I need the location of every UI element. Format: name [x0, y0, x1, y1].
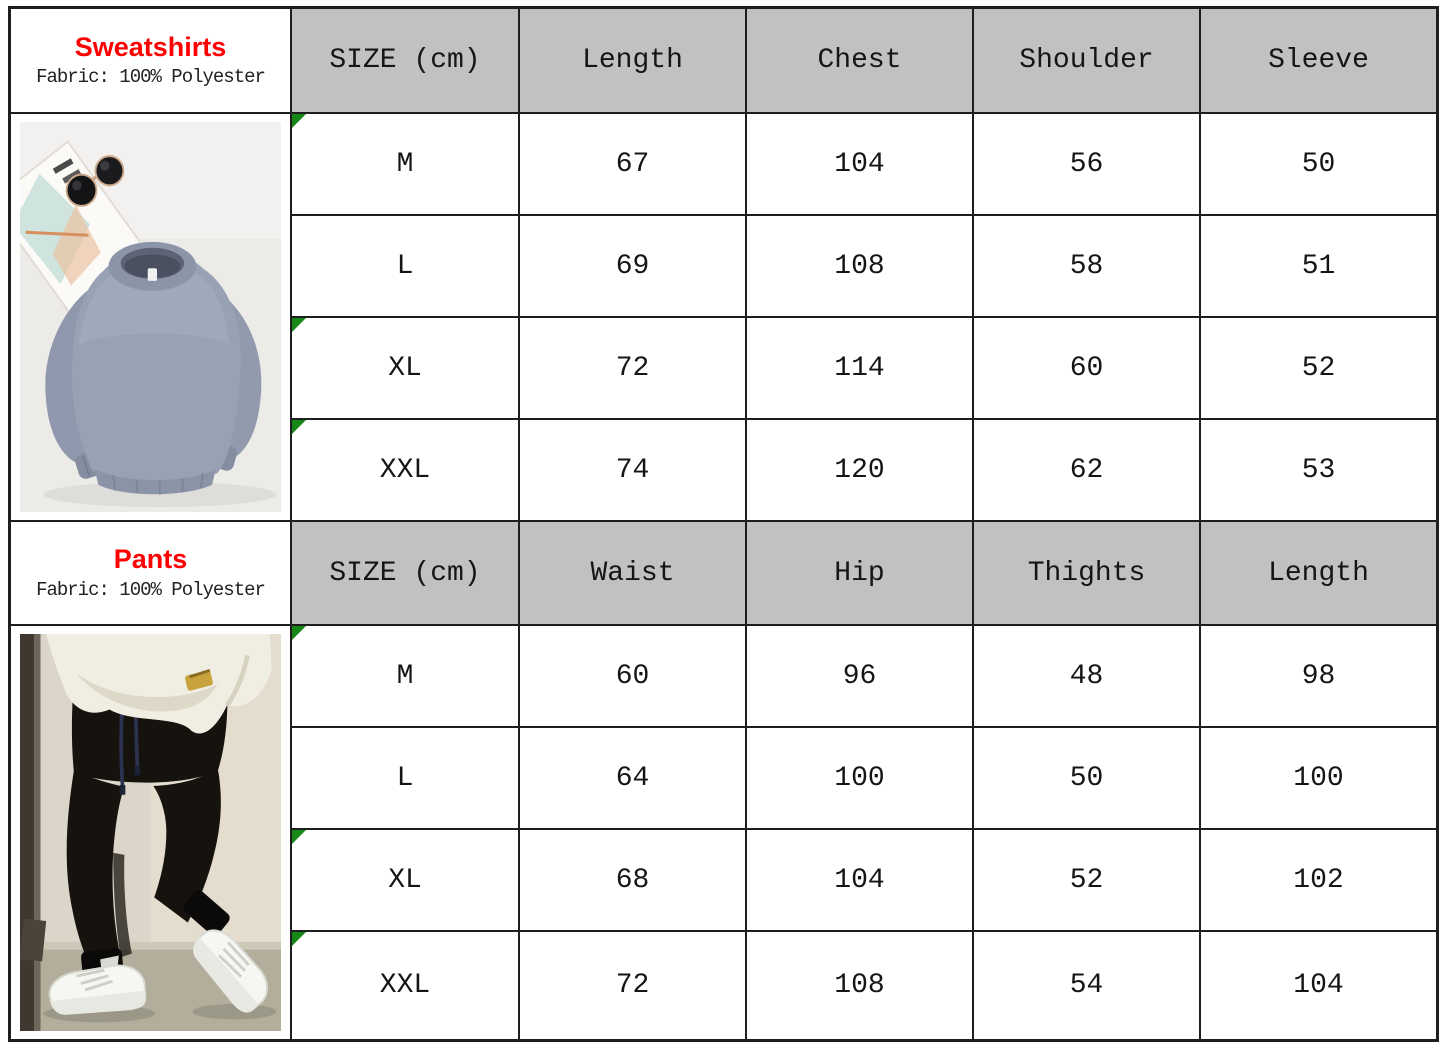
- size-cell: XL: [292, 318, 520, 420]
- header-cell-size: SIZE (cm): [292, 522, 520, 626]
- size-cell: L: [292, 216, 520, 318]
- header-cell-shoulder: Shoulder: [974, 9, 1201, 114]
- header-cell-waist: Waist: [520, 522, 747, 626]
- value-cell: 53: [1201, 420, 1436, 522]
- size-cell: M: [292, 626, 520, 728]
- value-cell: 68: [520, 830, 747, 932]
- sweatshirts-fabric-label: Fabric: 100% Polyester: [36, 66, 265, 89]
- value-cell: 54: [974, 932, 1201, 1039]
- size-cell: M: [292, 114, 520, 216]
- header-cell-chest: Chest: [747, 9, 974, 114]
- pants-photo-art: [20, 634, 281, 1031]
- sweatshirt-photo-art: [20, 122, 281, 512]
- value-cell: 60: [520, 626, 747, 728]
- header-cell-length: Length: [520, 9, 747, 114]
- value-cell: 64: [520, 728, 747, 830]
- value-cell: 72: [520, 318, 747, 420]
- value-cell: 96: [747, 626, 974, 728]
- header-cell-hip: Hip: [747, 522, 974, 626]
- sweatshirt-photo: [11, 114, 292, 522]
- size-cell: XXL: [292, 420, 520, 522]
- value-cell: 114: [747, 318, 974, 420]
- header-cell-size: SIZE (cm): [292, 9, 520, 114]
- pants-fabric-label: Fabric: 100% Polyester: [36, 578, 265, 601]
- value-cell: 50: [974, 728, 1201, 830]
- value-cell: 72: [520, 932, 747, 1039]
- pants-title: Pants: [113, 544, 188, 575]
- value-cell: 104: [747, 830, 974, 932]
- sweatshirts-title: Sweatshirts: [74, 31, 227, 62]
- value-cell: 62: [974, 420, 1201, 522]
- value-cell: 60: [974, 318, 1201, 420]
- size-cell: XL: [292, 830, 520, 932]
- value-cell: 104: [1201, 932, 1436, 1039]
- value-cell: 98: [1201, 626, 1436, 728]
- value-cell: 56: [974, 114, 1201, 216]
- value-cell: 48: [974, 626, 1201, 728]
- value-cell: 52: [1201, 318, 1436, 420]
- value-cell: 52: [974, 830, 1201, 932]
- sweatshirts-product-info: [11, 9, 292, 114]
- value-cell: 108: [747, 932, 974, 1039]
- value-cell: 108: [747, 216, 974, 318]
- value-cell: 50: [1201, 114, 1436, 216]
- value-cell: 51: [1201, 216, 1436, 318]
- size-cell: XXL: [292, 932, 520, 1039]
- door-frame: [20, 634, 34, 1031]
- header-cell-thights: Thights: [974, 522, 1201, 626]
- value-cell: 100: [747, 728, 974, 830]
- value-cell: 102: [1201, 830, 1436, 932]
- value-cell: 67: [520, 114, 747, 216]
- size-cell: L: [292, 728, 520, 830]
- pants-photo: [11, 626, 292, 1039]
- header-cell-sleeve: Sleeve: [1201, 9, 1436, 114]
- size-chart-table: [8, 6, 1439, 1042]
- collar-tag: [148, 268, 157, 281]
- value-cell: 74: [520, 420, 747, 522]
- value-cell: 120: [747, 420, 974, 522]
- value-cell: 104: [747, 114, 974, 216]
- value-cell: 69: [520, 216, 747, 318]
- header-cell-length: Length: [1201, 522, 1436, 626]
- value-cell: 100: [1201, 728, 1436, 830]
- pants-product-info: [11, 522, 292, 626]
- value-cell: 58: [974, 216, 1201, 318]
